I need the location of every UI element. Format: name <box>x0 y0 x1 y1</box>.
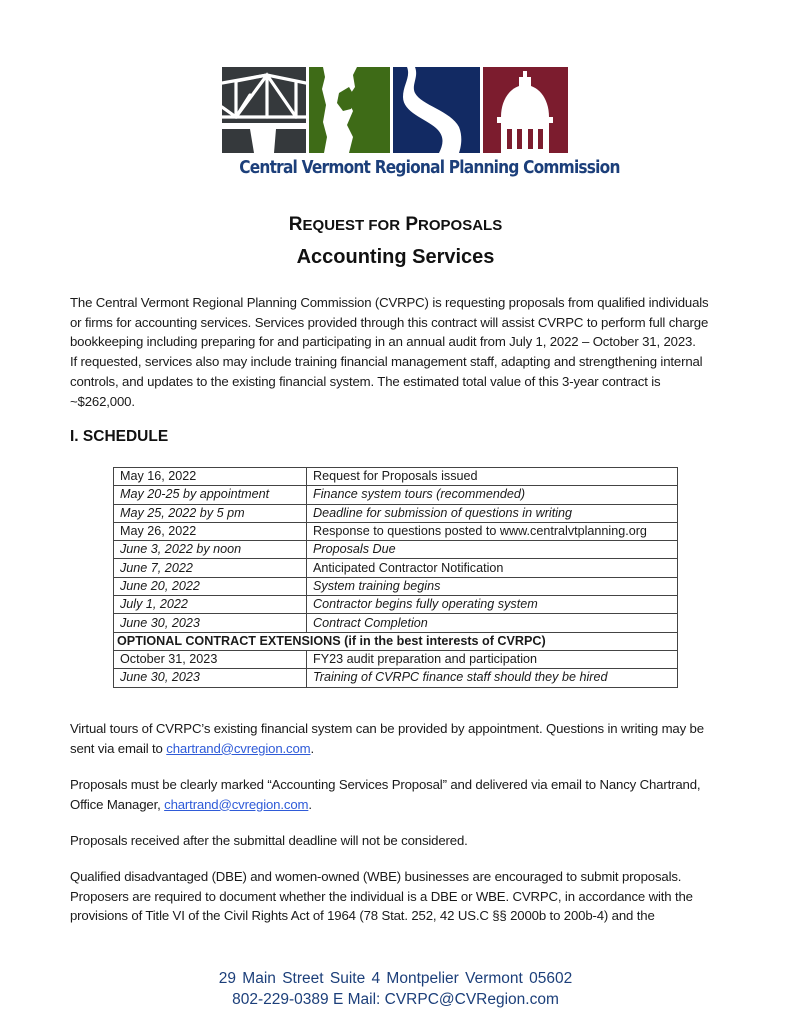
dbe-paragraph <box>70 867 730 926</box>
title-cap-p: P <box>405 214 419 235</box>
email-link[interactable]: chartrand@cvregion.com <box>164 796 309 812</box>
capitol-dome-icon <box>483 67 568 153</box>
footer-contact: 802-229-0389 E Mail: CVRPC@CVRegion.com <box>232 991 559 1008</box>
intro-line: controls, and updates to the existing financial system. The estimated total value of this 3-year contract is <box>70 373 661 389</box>
intro-line: bookkeeping including preparing for and participating in an annual audit from July 1, 2022 – October 31, 2023. <box>70 334 696 350</box>
dbe-line: provisions of Title VI of the Civil Rights Act of 1964 (78 Stat. 252, 42 US.C §§ 2000b to 200b-4) and the <box>70 908 655 924</box>
cvrpc-logo <box>222 67 568 153</box>
schedule-date: June 7, 2022 <box>114 559 307 577</box>
intro-paragraph <box>70 293 730 411</box>
proposals-line <box>70 795 730 815</box>
schedule-date: May 25, 2022 by 5 pm <box>114 504 307 522</box>
table-row <box>114 504 678 522</box>
schedule-event: FY23 audit preparation and participation <box>307 650 678 668</box>
tours-prefix: sent via email to <box>70 740 167 756</box>
schedule-date: May 16, 2022 <box>114 468 307 486</box>
intro-line: If requested, services also may include training financial management staff, adapting and strengthening internal <box>70 354 703 370</box>
intro-line: or firms for accounting services. Services provided through this contract will assist CVRPC to perform full charge <box>70 314 709 330</box>
schedule-date: June 30, 2023 <box>114 614 307 632</box>
tours-line <box>70 739 730 759</box>
document-title <box>0 214 791 236</box>
title-word-proposals: ROPOSALS <box>418 217 503 234</box>
bridge-icon <box>222 67 306 153</box>
table-row <box>114 669 678 687</box>
late-line: Proposals received after the submittal deadline will not be considered. <box>70 833 468 848</box>
table-row <box>114 650 678 668</box>
schedule-date: October 31, 2023 <box>114 650 307 668</box>
intro-line: The Central Vermont Regional Planning Commission (CVRPC) is requesting proposals from qualified individuals <box>70 295 709 310</box>
proposals-line: Proposals must be clearly marked “Accounting Services Proposal” and delivered via email to Nancy Chartrand, <box>70 777 701 792</box>
table-row <box>114 468 678 486</box>
schedule-event: Request for Proposals issued <box>307 468 678 486</box>
table-row <box>114 486 678 504</box>
schedule-date: June 3, 2022 by noon <box>114 541 307 559</box>
schedule-date: June 30, 2023 <box>114 669 307 687</box>
tours-line: Virtual tours of CVRPC’s existing financial system can be provided by appointment. Questions in writing may be <box>70 721 704 736</box>
table-row <box>114 632 678 650</box>
river-icon <box>393 67 480 153</box>
table-row <box>114 577 678 595</box>
proposals-prefix: Office Manager, <box>70 796 165 812</box>
schedule-event: Anticipated Contractor Notification <box>307 559 678 577</box>
tours-suffix: . <box>310 740 315 756</box>
document-subtitle: Accounting Services <box>296 246 495 268</box>
schedule-date: June 20, 2022 <box>114 577 307 595</box>
schedule-table <box>113 467 678 688</box>
title-cap-r: R <box>288 214 303 235</box>
tours-paragraph <box>70 719 730 758</box>
table-row <box>114 614 678 632</box>
schedule-event: Response to questions posted to www.centralvtplanning.org <box>307 522 678 540</box>
schedule-event: Finance system tours (recommended) <box>307 486 678 504</box>
title-word-request: EQUEST FOR <box>302 217 401 234</box>
optional-extensions-heading: OPTIONAL CONTRACT EXTENSIONS (if in the best interests of CVRPC) <box>114 632 678 650</box>
late-proposals-paragraph <box>70 831 730 851</box>
proposals-suffix: . <box>308 796 312 812</box>
intro-line: ~$262,000. <box>70 393 135 409</box>
schedule-date: May 26, 2022 <box>114 522 307 540</box>
table-row <box>114 596 678 614</box>
schedule-event: Deadline for submission of questions in writing <box>307 504 678 522</box>
table-row <box>114 559 678 577</box>
schedule-date: May 20-25 by appointment <box>114 486 307 504</box>
email-link[interactable]: chartrand@cvregion.com <box>166 740 311 756</box>
footer-address: 29 Main Street Suite 4 Montpelier Vermont 05602 <box>218 970 573 987</box>
dbe-line: Proposers are required to document whether the individual is a DBE or WBE. CVRPC, in accordance with the <box>70 888 693 904</box>
schedule-event: Training of CVRPC finance staff should they be hired <box>307 669 678 687</box>
table-row <box>114 522 678 540</box>
schedule-heading: I. SCHEDULE <box>70 428 169 445</box>
dbe-line: Qualified disadvantaged (DBE) and women-owned (WBE) businesses are encouraged to submit proposals. <box>70 869 682 884</box>
proposals-paragraph <box>70 775 730 814</box>
schedule-date: July 1, 2022 <box>114 596 307 614</box>
organization-name: Central Vermont Regional Planning Commission <box>239 158 620 178</box>
schedule-event: Contract Completion <box>307 614 678 632</box>
schedule-event: System training begins <box>307 577 678 595</box>
schedule-event: Proposals Due <box>307 541 678 559</box>
table-row <box>114 541 678 559</box>
vermont-map-icon <box>309 67 390 153</box>
schedule-event: Contractor begins fully operating system <box>307 596 678 614</box>
